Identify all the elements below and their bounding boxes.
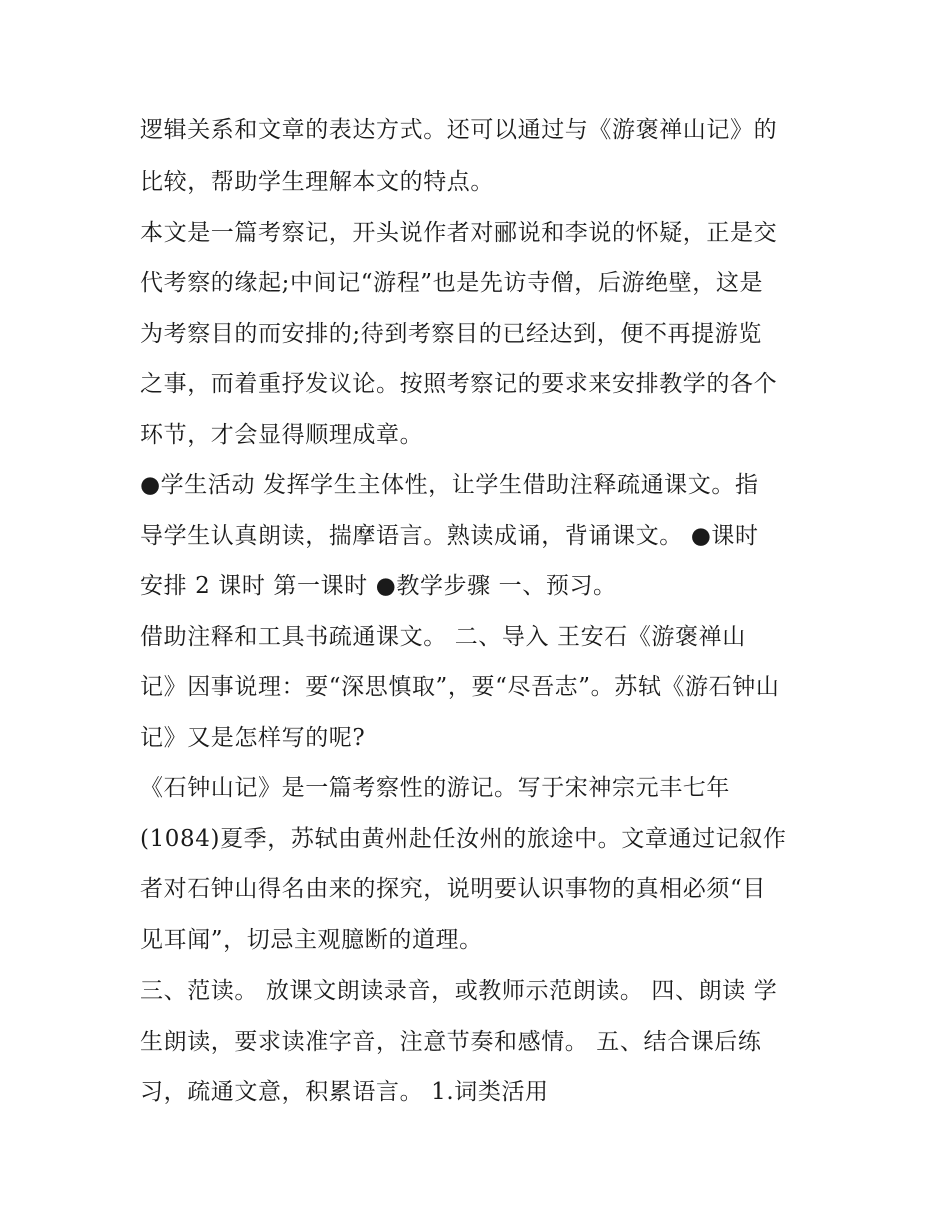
text-line: 安排 2 课时 第一课时 ●教学步骤 一、预习。 xyxy=(140,573,617,599)
text-line: (1084)夏季，苏轼由黄州赴任汝州的旅途中。文章通过记叙作 xyxy=(140,826,787,852)
text-line: 导学生认真朗读，揣摩语言。熟读成诵，背诵课文。 ●课时 xyxy=(140,523,759,549)
text-line: 代考察的缘起;中间记“游程”也是先访寺僧，后游绝壁，这是 xyxy=(140,270,764,296)
text-line: 生朗读，要求读准字音，注意节奏和感情。 五、结合课后练 xyxy=(140,1029,762,1055)
text-line: 比较，帮助学生理解本文的特点。 xyxy=(140,169,494,195)
text-line: 见耳闻”，切忌主观臆断的道理。 xyxy=(140,927,483,953)
text-line: ●学生活动 发挥学生主体性，让学生借助注释疏通课文。指 xyxy=(140,472,759,498)
text-line: 者对石钟山得名由来的探究，说明要认识事物的真相必须“目 xyxy=(140,876,766,902)
text-line: 借助注释和工具书疏通课文。 二、导入 王安石《游褒禅山 xyxy=(140,624,746,650)
text-line: 《石钟山记》是一篇考察性的游记。写于宋神宗元丰七年 xyxy=(140,775,730,801)
text-line: 记》又是怎样写的呢? xyxy=(140,725,366,751)
text-line: 习，疏通文意，积累语言。 1.词类活用 xyxy=(140,1079,549,1105)
text-line: 本文是一篇考察记，开头说作者对郦说和李说的怀疑，正是交 xyxy=(140,220,778,246)
text-line: 逻辑关系和文章的表达方式。还可以通过与《游褒禅山记》的 xyxy=(140,117,778,143)
text-line: 环节，才会显得顺理成章。 xyxy=(140,422,424,448)
text-line: 记》因事说理：要“深思慎取”，要“尽吾志”。苏轼《游石钟山 xyxy=(140,674,780,700)
text-line: 之事，而着重抒发议论。按照考察记的要求来安排教学的各个 xyxy=(140,371,778,397)
text-line: 三、范读。 放课文朗读录音，或教师示范朗读。 四、朗读 学 xyxy=(140,978,778,1004)
text-line: 为考察目的而安排的;待到考察目的已经达到，便不再提游览 xyxy=(140,321,762,347)
